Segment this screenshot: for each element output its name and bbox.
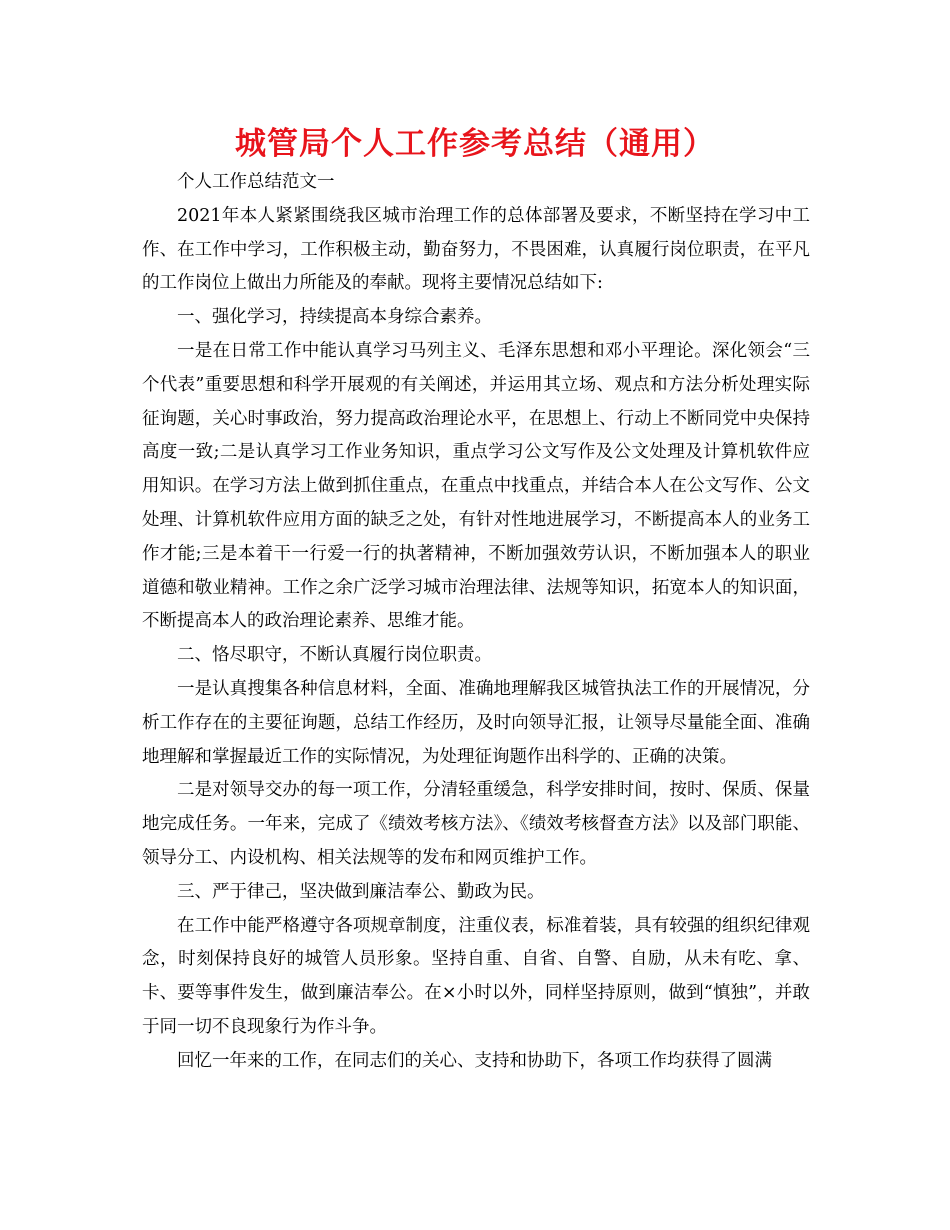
intro-paragraph: 2021年本人紧紧围绕我区城市治理工作的总体部署及要求，不断坚持在学习中工作、在工作中学习，工作积极主动，勤奋努力，不畏困难，认真履行岗位职责，在平凡的工作岗位上做出力所能及的奉献。现将主要情况总结如下:	[142, 205, 810, 294]
section-label-paragraph: 个人工作总结范文一	[177, 172, 335, 192]
heading-paragraph-1: 一、强化学习，持续提高本身综合素养。	[177, 307, 492, 328]
document-body	[142, 166, 810, 1079]
body-paragraph: 一是在日常工作中能认真学习马列主义、毛泽东思想和邓小平理论。深化领会“三个代表”重要思想和科学开展观的有关阐述，并运用其立场、观点和方法分析处理实际征询题，关心时事政治，努力提高政治理论水平，在思想上、行动上不断同党中央保持高度一致;二是认真学习工作业务知识，重点学习公文写作及公文处理及计算机软件应用知识。在学习方法上做到抓住重点，在重点中找重点，并结合本人在公文写作、公文处理、计算机软件应用方面的缺乏之处，有针对性地进展学习，不断提高本人的业务工作才能;三是本着干一行爱一行的执著精神，不断加强效劳认识，不断加强本人的职业道德和敬业精神。工作之余广泛学习城市治理法律、法规等知识，拓宽本人的知识面，不断提高本人的政治理论素养、思维才能。	[142, 340, 810, 632]
body-paragraph: 一是认真搜集各种信息材料，全面、准确地理解我区城管执法工作的开展情况，分析工作存在的主要征询题，总结工作经历，及时向领导汇报，让领导尽量能全面、准确地理解和掌握最近工作的实际情况，为处理征询题作出科学的、正确的决策。	[142, 678, 810, 767]
heading-paragraph-2: 二、恪尽职守，不断认真履行岗位职责。	[177, 645, 492, 666]
heading-paragraph-3: 三、严于律己，坚决做到廉洁奉公、勤政为民。	[177, 881, 545, 902]
body-paragraph: 二是对领导交办的每一项工作，分清轻重缓急，科学安排时间，按时、保质、保量地完成任务。一年来，完成了《绩效考核方法》、《绩效考核督查方法》以及部门职能、领导分工、内设机构、相关法规等的发布和网页维护工作。	[142, 780, 810, 868]
body-paragraph: 在工作中能严格遵守各项规章制度，注重仪表，标准着装，具有较强的组织纪律观念，时刻保持良好的城管人员形象。坚持自重、自省、自警、自励，从未有吃、拿、卡、要等事件发生，做到廉洁奉公。在×小时以外，同样坚持原则，做到“慎独”，并敢于同一切不良现象行为作斗争。	[142, 915, 810, 1037]
closing-paragraph: 回忆一年来的工作，在同志们的关心、支持和协助下，各项工作均获得了圆满	[177, 1050, 772, 1071]
document-title: 城管局个人工作参考总结（通用）	[235, 126, 715, 162]
